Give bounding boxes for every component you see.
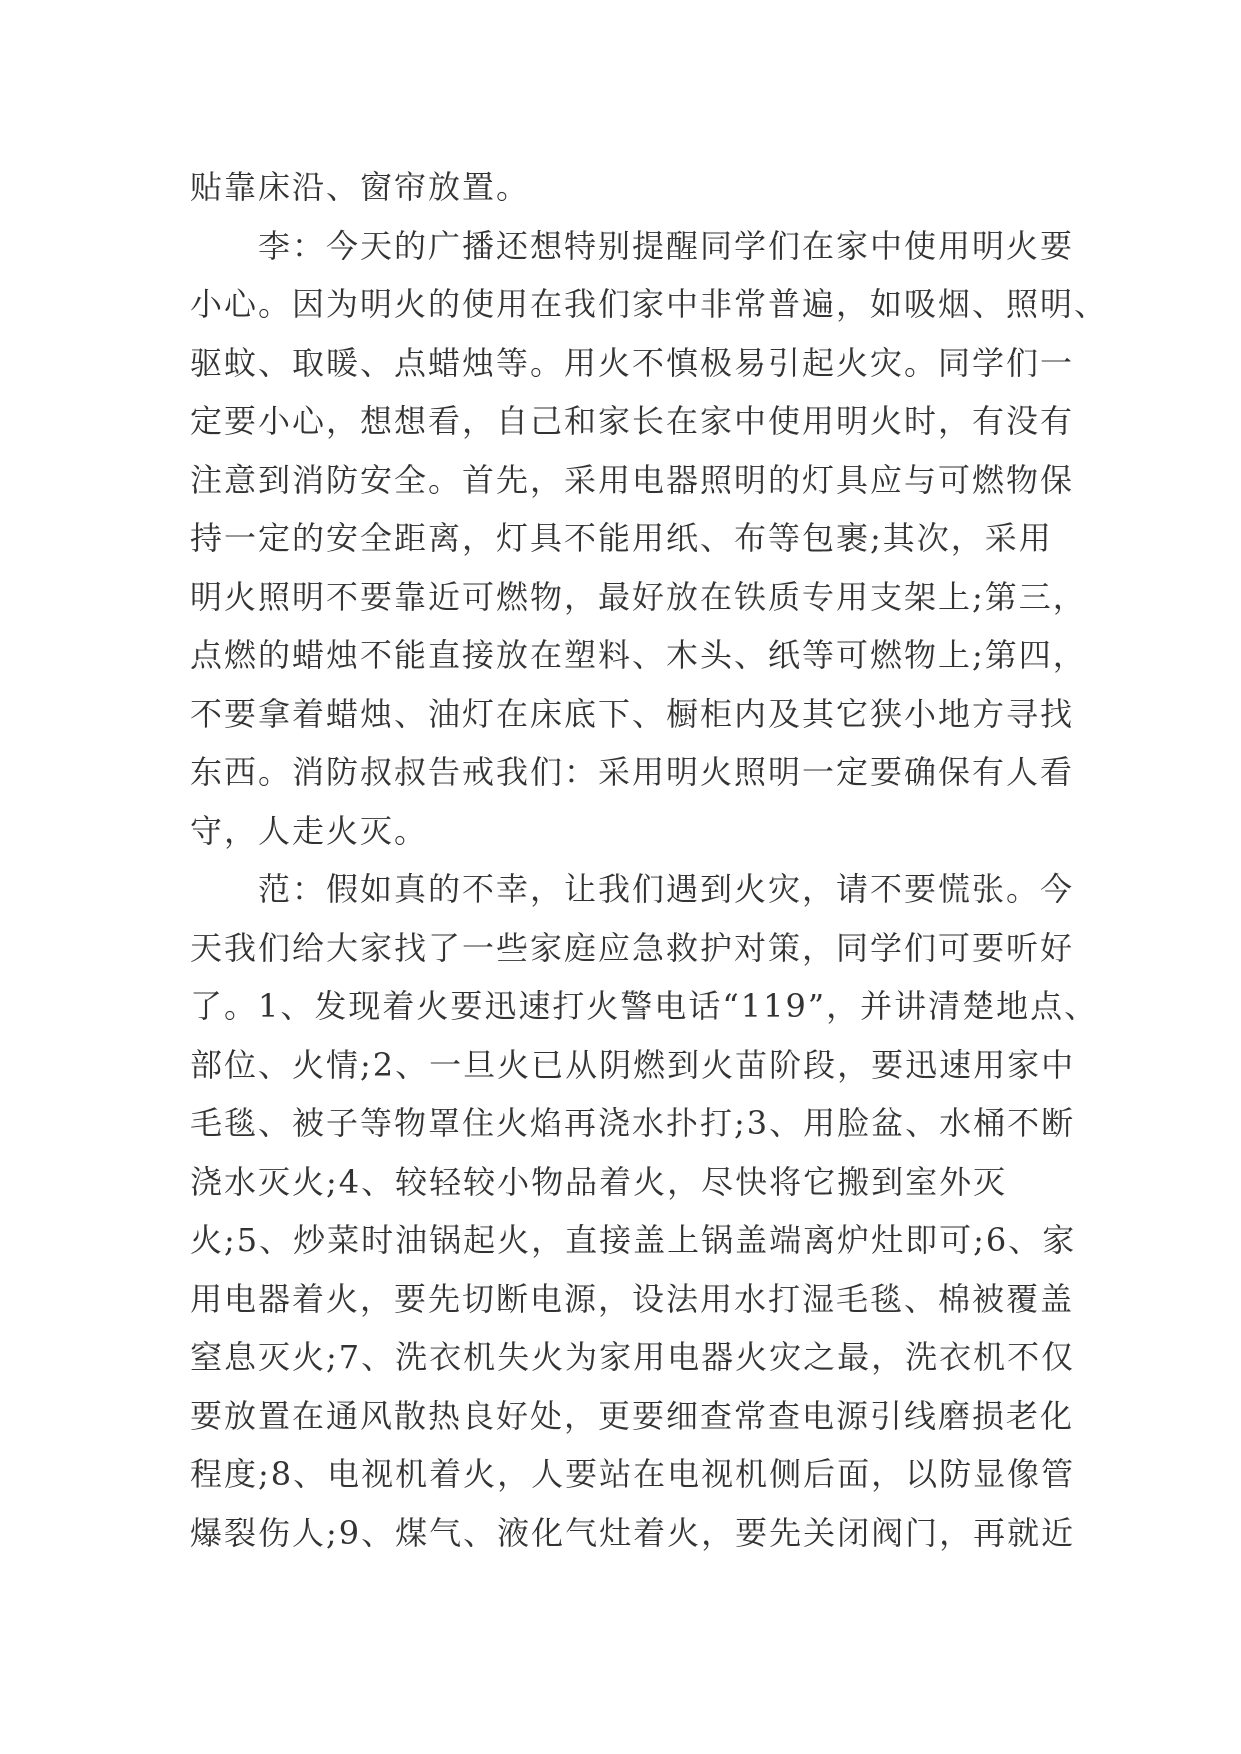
text-line: 浇水灭火;4、较轻较小物品着火，尽快将它搬到室外灭 — [190, 1162, 1008, 1201]
text-line: 了。1、发现着火要迅速打火警电话“119”，并讲清楚地点、 — [190, 987, 1099, 1025]
text-line: 部位、火情;2、一旦火已从阴燃到火苗阶段，要迅速用家中 — [190, 1045, 1076, 1084]
text-line: 贴靠床沿、窗帘放置。 — [190, 168, 531, 206]
text-line: 明火照明不要靠近可燃物，最好放在铁质专用支架上;第三， — [190, 577, 1087, 616]
text-line: 东西。消防叔叔告戒我们：采用明火照明一定要确保有人看 — [190, 753, 1075, 791]
text-line: 程度;8、电视机着火，人要站在电视机侧后面，以防显像管 — [190, 1455, 1076, 1493]
text-line: 定要小心，想想看，自己和家长在家中使用明火时，有没有 — [190, 402, 1075, 440]
paragraph-start-line: 范：假如真的不幸，让我们遇到火灾，请不要慌张。今 — [258, 870, 1075, 908]
text-line: 驱蚊、取暖、点蜡烛等。用火不慎极易引起火灾。同学们一 — [190, 343, 1075, 382]
text-line: 点燃的蜡烛不能直接放在塑料、木头、纸等可燃物上;第四， — [190, 636, 1087, 674]
text-line: 用电器着火，要先切断电源，设法用水打湿毛毯、棉被覆盖 — [190, 1279, 1075, 1318]
document-text — [190, 158, 1109, 1562]
text-line: 守，人走火灭。 — [190, 811, 429, 850]
paragraph-start-line: 李：今天的广播还想特别提醒同学们在家中使用明火要 — [258, 226, 1075, 265]
text-line: 火;5、炒菜时油锅起火，直接盖上锅盖端离炉灶即可;6、家 — [190, 1221, 1077, 1259]
text-line: 小心。因为明火的使用在我们家中非常普遍，如吸烟、照明、 — [190, 285, 1109, 323]
text-line: 持一定的安全距离，灯具不能用纸、布等包裹;其次，采用 — [190, 519, 1053, 557]
text-line: 天我们给大家找了一些家庭应急救护对策，同学们可要听好 — [190, 928, 1075, 967]
text-line: 窒息灭火;7、洗衣机失火为家用电器火灾之最，洗衣机不仅 — [190, 1338, 1076, 1376]
text-line: 要放置在通风散热良好处，更要细查常查电源引线磨损老化 — [190, 1396, 1075, 1435]
text-line: 毛毯、被子等物罩住火焰再浇水扑打;3、用脸盆、水桶不断 — [190, 1104, 1076, 1142]
text-line: 不要拿着蜡烛、油灯在床底下、橱柜内及其它狭小地方寻找 — [190, 694, 1075, 733]
text-line: 注意到消防安全。首先，采用电器照明的灯具应与可燃物保 — [190, 460, 1075, 499]
text-line: 爆裂伤人;9、煤气、液化气灶着火，要先关闭阀门，再就近 — [190, 1513, 1076, 1552]
